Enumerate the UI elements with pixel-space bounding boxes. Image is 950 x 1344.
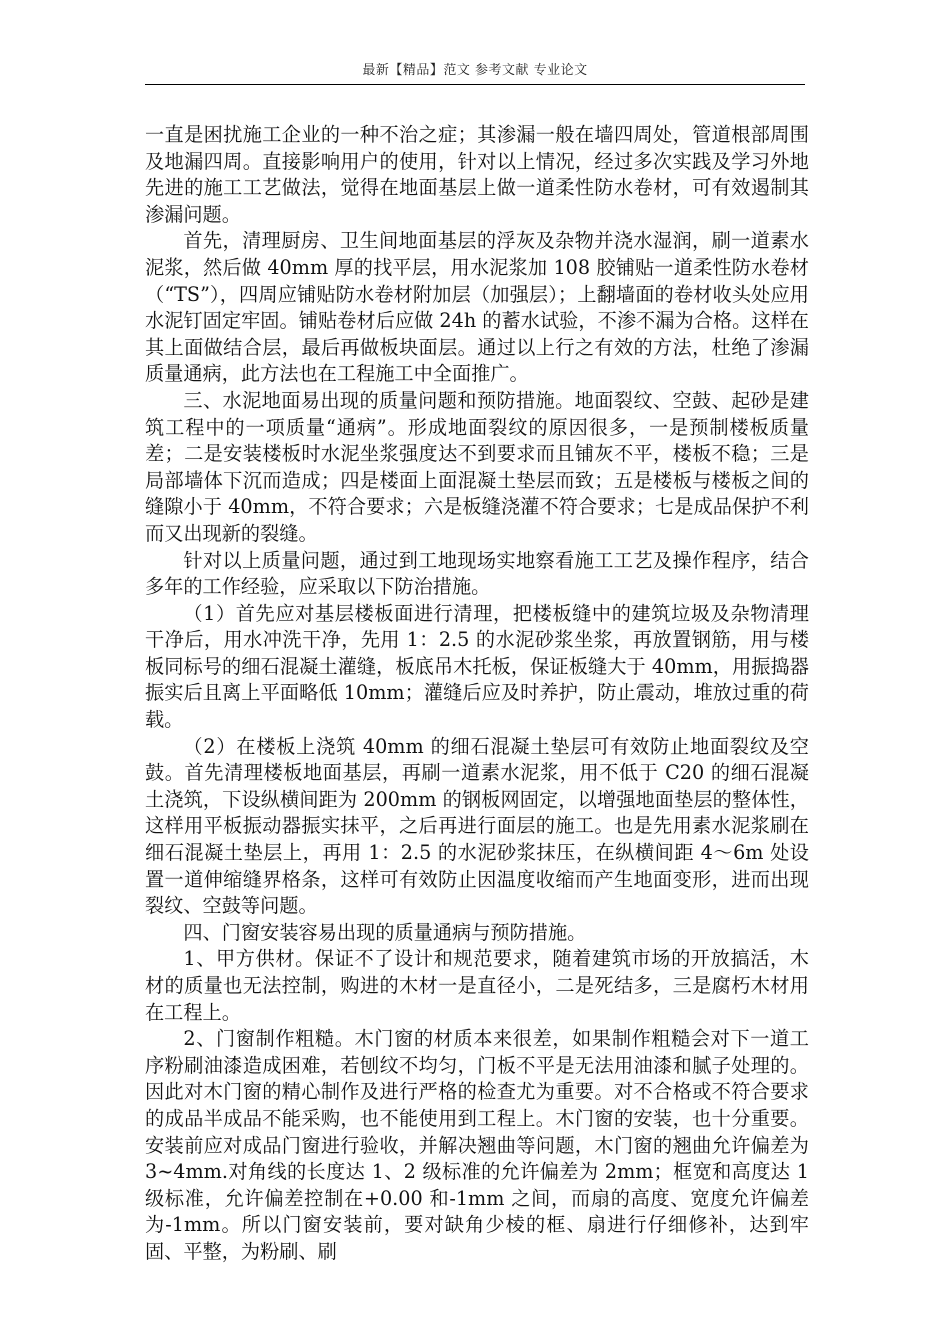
- paragraph-measures-intro: 针对以上质量问题，通过到工地现场实地察看施工工艺及操作程序，结合多年的工作经验，应采取以下防治措施。: [145, 548, 809, 599]
- paragraph-item-1: 1、甲方供材。保证不了设计和规范要求，随着建筑市场的开放搞活，木材的质量也无法控制，购进的木材一是直径小，二是死结多，三是腐朽木材用在工程上。: [145, 947, 809, 1024]
- page-header: 最新【精品】范文 参考文献 专业论文: [362, 63, 588, 78]
- paragraph-section-three: 三、水泥地面易出现的质量问题和预防措施。地面裂纹、空鼓、起砂是建筑工程中的一项质量“通病”。形成地面裂纹的原因很多，一是预制楼板质量差；二是安装楼板时水泥坐浆强度达不到要求而且铺灰不平，楼板不稳；三是局部墙体下沉而造成；四是楼面上面混凝土垫层而致；五是楼板与楼板之间的缝隙小于 40mm，不符合要求；六是板缝浇灌不符合要求；七是成品保护不利而又出现新的裂缝。: [145, 388, 809, 545]
- header-divider: [145, 84, 805, 85]
- paragraph-continuation: 一直是困扰施工企业的一种不治之症；其渗漏一般在墙四周处，管道根部周围及地漏四周。直接影响用户的使用，针对以上情况，经过多次实践及学习外地先进的施工工艺做法，觉得在地面基层上做一道柔性防水卷材，可有效遏制其渗漏问题。: [145, 123, 809, 226]
- paragraph-item-2: 2、门窗制作粗糙。木门窗的材质本来很差，如果制作粗糙会对下一道工序粉刷油漆造成困难，若刨纹不均匀，门板不平是无法用油漆和腻子处理的。因此对木门窗的精心制作及进行严格的检查尤为重要。对不合格或不符合要求的成品半成品不能采购，也不能使用到工程上。木门窗的安装，也十分重要。安装前应对成品门窗进行验收，并解决翘曲等问题，木门窗的翘曲允许偏差为 3~4mm.对角线的长度达 1、2 级标准的允许偏差为 2mm；框宽和高度达 1 级标准，允许偏差控制在+0.00 和-1mm 之间，而扇的高度、宽度允许偏差为-1mm。所以门窗安装前，要对缺角少棱的框、扇进行仔细修补，达到牢固、平整，为粉刷、刷: [145, 1027, 809, 1263]
- document-body: [145, 122, 809, 1266]
- paragraph-section-four: 四、门窗安装容易出现的质量通病与预防措施。: [183, 920, 587, 944]
- paragraph-measure-1: （1）首先应对基层楼板面进行清理，把楼板缝中的建筑垃圾及杂物清理干净后，用水冲洗干净，先用 1：2.5 的水泥砂浆坐浆，再放置钢筋，用与楼板同标号的细石混凝土灌缝，板底吊木托板，保证板缝大于 40mm，用振捣器振实后且离上平面略低 10mm；灌缝后应及时养护，防止震动，堆放过重的荷载。: [145, 601, 809, 732]
- paragraph-measure-2: （2）在楼板上浇筑 40mm 的细石混凝土垫层可有效防止地面裂纹及空鼓。首先清理楼板地面基层，再刷一道素水泥浆，用不低于 C20 的细石混凝土浇筑，下设纵横间距为 200mm 的钢板网固定，以增强地面垫层的整体性，这样用平板振动器振实抹平，之后再进行面层的施工。也是先用素水泥浆刷在细石混凝土垫层上，再用 1：2.5 的水泥砂浆抹压，在纵横间距 4～6m 处设置一道伸缩缝界格条，这样可有效防止因温度收缩而产生地面变形，进而出现裂纹、空鼓等问题。: [145, 734, 809, 918]
- paragraph-first-step: 首先，清理厨房、卫生间地面基层的浮灰及杂物并浇水湿润，刷一道素水泥浆，然后做 40mm 厚的找平层，用水泥浆加 108 胶铺贴一道柔性防水卷材（“TS”），四周应铺贴防水卷材附加层（加强层）；上翻墙面的卷材收头处应用水泥钉固定牢固。铺贴卷材后应做 24h 的蓄水试验，不渗不漏为合格。这样在其上面做结合层，最后再做板块面层。通过以上行之有效的方法，杜绝了渗漏质量通病，此方法也在工程施工中全面推广。: [145, 229, 809, 386]
